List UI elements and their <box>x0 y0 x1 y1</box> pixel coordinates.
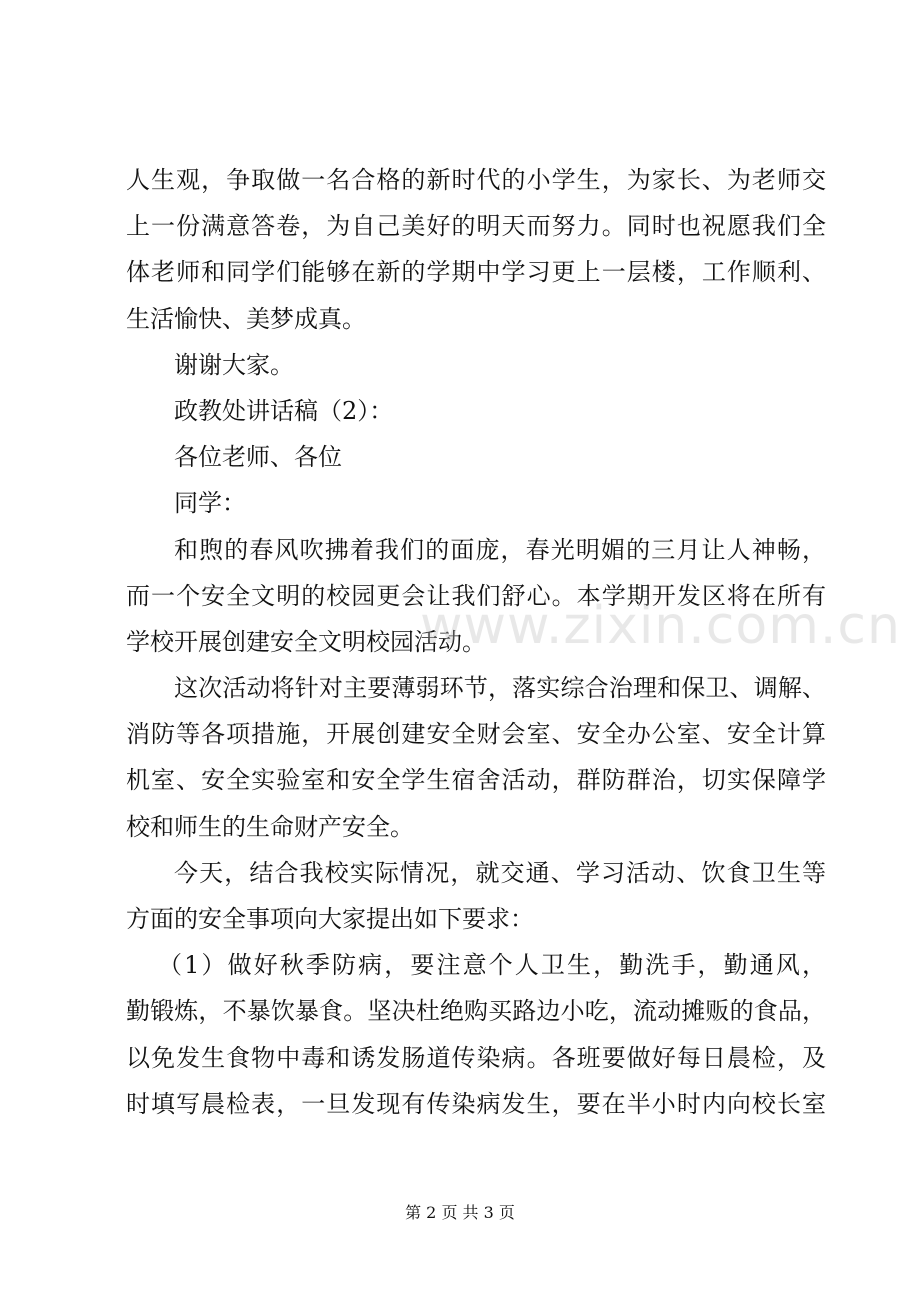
text-line: 而一个安全文明的校园更会让我们舒心。本学期开发区将在所有 <box>126 581 826 610</box>
text-line: 和煦的春风吹拂着我们的面庞，春光明媚的三月让人神畅， <box>174 535 826 564</box>
text-line: 体老师和同学们能够在新的学期中学习更上一层楼，工作顺利、 <box>126 258 826 287</box>
text-line: 这次活动将针对主要薄弱环节，落实综合治理和保卫、调解、 <box>174 674 826 703</box>
salutation-line: 同学： <box>174 489 246 518</box>
text-line: 以免发生食物中毒和诱发肠道传染病。各班要做好每日晨检，及 <box>126 1043 826 1072</box>
text-line: 人生观，争取做一名合格的新时代的小学生，为家长、为老师交 <box>126 166 826 194</box>
salutation-line: 各位老师、各位 <box>174 443 342 472</box>
text-line: 生活愉快、美梦成真。 <box>126 304 366 333</box>
watermark: www.zixin.com.cn <box>420 596 901 656</box>
text-line: 谢谢大家。 <box>174 350 294 379</box>
text-line: 上一份满意答卷，为自己美好的明天而努力。同时也祝愿我们全 <box>126 212 826 241</box>
text-line: 机室、安全实验室和安全学生宿舍活动，群防群治，切实保障学 <box>126 766 826 795</box>
page-footer: 第 2 页 共 3 页 <box>405 1203 515 1222</box>
text-line: 勤锻炼，不暴饮暴食。坚决杜绝购买路边小吃，流动摊贩的食品， <box>126 997 826 1026</box>
text-line: 时填写晨检表，一旦发现有传染病发生，要在半小时内向校长室 <box>126 1089 826 1118</box>
text-line: 方面的安全事项向大家提出如下要求： <box>126 905 534 933</box>
section-heading: 政教处讲话稿（2）： <box>174 396 394 425</box>
text-line: 学校开展创建安全文明校园活动。 <box>126 627 486 656</box>
text-line: 今天，结合我校实际情况，就交通、学习活动、饮食卫生等 <box>174 858 826 887</box>
list-item: （1）做好秋季防病，要注意个人卫生，勤洗手，勤通风， <box>158 951 826 980</box>
text-line: 校和师生的生命财产安全。 <box>126 812 414 841</box>
text-line: 消防等各项措施，开展创建安全财会室、安全办公室、安全计算 <box>126 720 826 749</box>
document-body <box>126 157 826 1127</box>
